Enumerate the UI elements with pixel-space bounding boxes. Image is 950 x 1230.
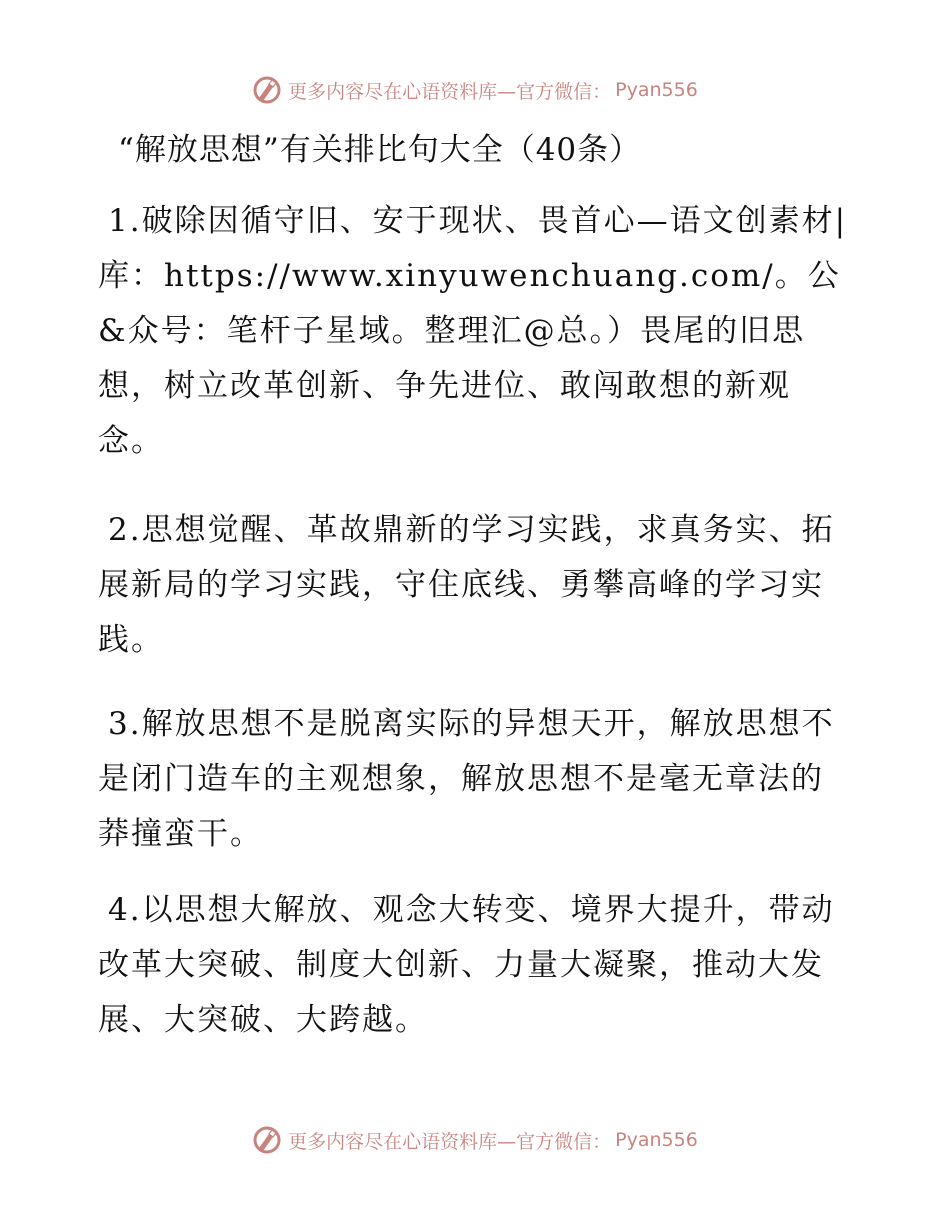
paragraph-3: 3.解放思想不是脱离实际的异想天开，解放思想不是闭门造车的主观想象，解放思想不是毫无章法的莽撞蛮干。 [98,706,835,852]
footer-watermark [0,1120,950,1160]
watermark-wechat-id: Pyan556 [615,79,698,101]
pen-nib-circle-icon [252,75,282,105]
watermark-wechat-id: Pyan556 [615,1129,698,1151]
paragraph-4: 4.以思想大解放、观念大转变、境界大提升，带动改革大突破、制度大创新、力量大凝聚，推动大发展、大突破、大跨越。 [98,892,835,1038]
paragraph-1: 1.破除因循守旧、安于现状、畏首心—语文创素材|库：https://www.xinyuwenchuang.com/。公&众号：笔杆子星域。整理汇@总。）畏尾的旧思想，树立改革创新、争先进位、敢闯敢想的新观念。 [98,203,848,459]
header-watermark [0,70,950,110]
document-title: “解放思想”有关排比句大全（40条） [118,132,642,168]
paragraph-2: 2.思想觉醒、革故鼎新的学习实践，求真务实、拓展新局的学习实践，守住底线、勇攀高峰的学习实践。 [98,512,835,658]
watermark-text: 更多内容尽在心语资料库—官方微信： [288,1130,612,1153]
pen-nib-circle-icon [252,1125,282,1155]
watermark-text: 更多内容尽在心语资料库—官方微信： [288,80,612,103]
